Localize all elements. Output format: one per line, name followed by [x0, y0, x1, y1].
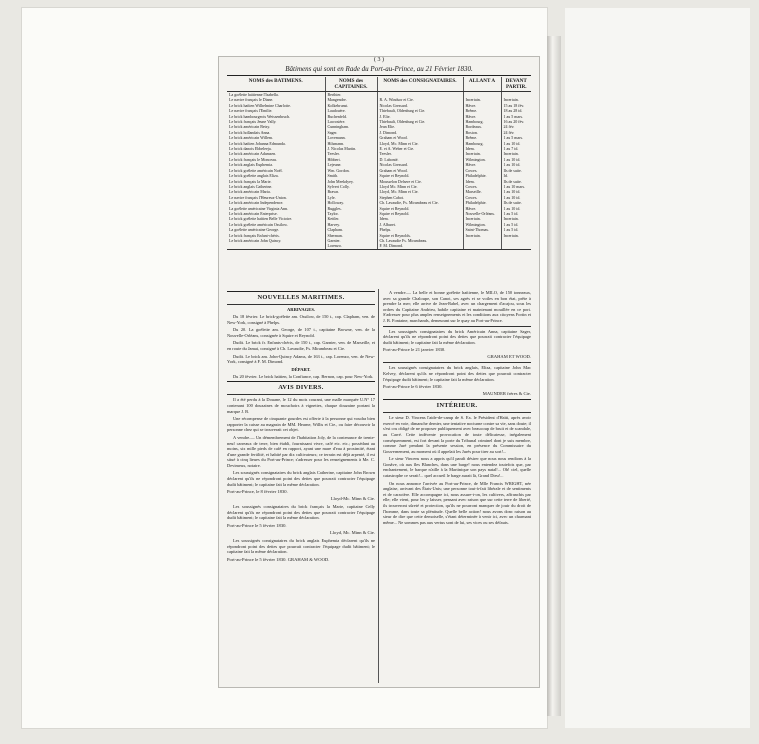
table-cell: 1 au 5 id. — [503, 227, 519, 233]
table-cell: Ils de suite. — [503, 200, 522, 206]
avis-paragraph: Une récompense de cinquante gourdes est offerte à la personne qui voudra bien rapporter la caisse au magasin de MM. Hearne, Willis et Cie., ou faire découvrir la personne chez qui se trouverait cet objet. — [227, 416, 375, 433]
table-cell: Teesler. — [377, 151, 463, 156]
table-cell: J. Dimond. — [377, 130, 463, 135]
table-cell: John Meekdyey. — [325, 179, 377, 184]
table-cell: Lloyd, Mc. Minn et Cie. — [377, 189, 463, 194]
table-cell: Smith. — [325, 173, 377, 178]
column-header: NOMS des CONSIGNATAIRES. — [377, 77, 463, 92]
table-cell: Squire et Reynold. — [377, 173, 463, 178]
table-heading: Bâtimens qui sont en Rade du Port-au-Prince, au 21 Février 1830. — [285, 65, 473, 73]
table-cell: Stephen Cabot. — [377, 195, 463, 200]
table-cell: Mousselon Delsere et Cie. — [377, 179, 463, 184]
notice-date: Port-au-Prince le 21 janvier 1830. — [383, 347, 446, 353]
table-cell: Cowes. — [463, 168, 501, 173]
table-cell: Le brick goélette américain Ossilow. — [227, 222, 325, 227]
table-cell: Hâvre. — [463, 103, 501, 108]
table-cell: Hibbert. — [325, 157, 377, 162]
table-cell: Holloway. — [325, 200, 377, 205]
table-cell: J. Elie. — [377, 114, 463, 119]
table-cell: Le brick américain Adamsen. — [227, 151, 325, 156]
table-cell: 1 au 10 id. — [503, 205, 521, 211]
table-cell: 1 au 7 id. — [503, 146, 519, 152]
table-cell: Le brick américain John Quincy. — [227, 238, 325, 243]
table-cell: Incertain. — [503, 216, 519, 222]
table-cell: Le brick américain Enterprise. — [227, 211, 325, 216]
rule — [383, 399, 531, 400]
table-cell: 1 au 5 id. — [503, 221, 519, 227]
table-cell: Incertain. — [463, 151, 501, 156]
columns — [227, 289, 531, 683]
table-cell: La goélette américaine Virginia Ann. — [227, 206, 325, 211]
arrivage-paragraph: Dudit. Le brick am. John-Quincy Adams, de 163 t., cap. Lorenzo, ven. de New-York, consigné à F. M. Dimond. — [227, 353, 375, 365]
rule — [383, 362, 531, 363]
arrivage-paragraph: Du 18 février. Le brick-goélette am. Ossilow, de 150 t., cap. Clapham, ven. de New-York, consigné à Phelps. — [227, 314, 375, 325]
table-cell: J. Albaret. — [377, 222, 463, 227]
binding-edge — [547, 36, 561, 716]
table-cell: Sherman. — [325, 233, 377, 238]
table-cell: Brême. — [463, 108, 501, 113]
interieur-title: INTÉRIEUR. — [436, 402, 478, 410]
table-cell: Berthier. — [325, 92, 377, 98]
table-cell: Ils de suite. — [503, 167, 522, 173]
table-cell: Idem. — [463, 146, 501, 151]
table-cell: Incertain. — [463, 216, 501, 221]
table-cell: Wilmington. — [463, 222, 501, 227]
table-cell: Le brick anglais Euphemia. — [227, 162, 325, 167]
table-cell: Saint-Thomas. — [463, 227, 501, 232]
table-cell: Teesler. — [325, 151, 377, 156]
table-cell: 1 au 10 id. — [503, 189, 521, 195]
table-cell: J. Nicolas Martin. — [325, 146, 377, 151]
table-cell: La goélette haïtienne l'Isabella. — [227, 92, 325, 98]
table-cell: 1 au 10 id. — [503, 156, 521, 162]
notice-paragraph: Les soussignés consignataires du brick Américain Anna, capitaine Sager, déclarent qu'ils ne répondront point des dettes que pourrait contracter l'équipage dudit bâtiment; le capitaine fait la même déclaration. — [383, 328, 531, 345]
table-cell: 15 au 18 fév. — [503, 102, 525, 108]
table-cell: Le brick goélette anglais Eliza. — [227, 173, 325, 178]
notice-signature: GRAHAM ET WOOD. — [487, 354, 531, 360]
rule — [227, 381, 375, 382]
table-cell: Thiebault, Oldenburg et Cie. — [377, 119, 463, 124]
table-cell: Bordeaux. — [463, 124, 501, 129]
left-column — [227, 289, 375, 683]
table-cell: E. et A. Weber et Cie. — [377, 146, 463, 151]
table-cell: Le navire français l'Emilie. — [227, 108, 325, 113]
table-cell: Ils de suite. — [503, 178, 522, 184]
table-cell: Le brick goélette haïtien Belle Victoire. — [227, 216, 325, 221]
interieur-paragraph: Le sieur D. Vincens l'aide-de-camp de S. Ex. le Président d'Haïti, après avoir exercé en voie, dimanche dernier, une tentative nocturne contre sa vie, sans doute; il s'est cru obligé de ne proposer publiquement avec beaucoup de bruit et de scandale, au Carré. Cette indécente provocation de toute délicatesse, inégalement conséquemment, est fort devant la porte du Tribunal criminel dont je suis membre, comme Juré pendant la présente session, en présence du Commissaire du Gouvernement, au moment où il appelait les Jurés pour tirer au sort!... — [383, 415, 531, 454]
table-cell: Cowes. — [463, 184, 501, 189]
arrivage-paragraph: Dudit. Le brick fr. Enfants-chéris, de 150 t., cap. Garnier, ven. de Marseille, et en route du Jamai, consigné à Ch. Lavaudie, Fs. Mirambeau et Cie. — [227, 340, 375, 351]
table-cell: Brawn. — [325, 189, 377, 194]
table-cell: Taylor. — [325, 211, 377, 216]
rule — [383, 326, 531, 327]
table-cell: Le brick américain Independence. — [227, 200, 325, 205]
table-cell: Squire et Reynolds. — [377, 233, 463, 238]
table-cell: Le brick haïtien Wilhelmine Charlotte. — [227, 103, 325, 108]
table-cell: Sager. — [325, 130, 377, 135]
table-cell: F. M. Dimond. — [377, 243, 463, 248]
table-cell: Boston. — [463, 130, 501, 135]
notice-signature: MAUNDER frères & Cie. — [482, 391, 531, 397]
depart-title: DÉPART. — [291, 366, 311, 372]
table-cell: Kettler. — [325, 216, 377, 221]
table-cell: Incertain. — [503, 232, 519, 238]
table-cell: Philadelphie. — [463, 173, 501, 178]
table-cell: Wilmington. — [463, 157, 501, 162]
rule — [227, 291, 375, 292]
table-cell: Clapham. — [325, 227, 377, 232]
table-cell: Le brick français Enfant-chéris. — [227, 233, 325, 238]
table-cell: Graham et Wood. — [377, 135, 463, 140]
vendre-paragraph: A vendre.— La belle et bonne goélette haïtienne, le MILO, de 150 tonneaux, avec sa grande Chaloupe, son Canot, ses agrès et se voiles en bon état, prête à prendre la mer; elle arrive de Jean-Rabel, avec un chargement d'acajou, sous les ordres du Capitaine Andrieu, habile capitaine et maintenant mouillée en ce port. S'adresser pour plus amples renseignements et les conditions aux citoyens Fortin et J. B. Fontaine, marchands, demeurant sur le quay au Port-au-Prince. — [383, 290, 531, 323]
table-cell: 1 au 10 id. — [503, 140, 521, 146]
table-cell: Cunningham. — [325, 124, 377, 129]
table-cell: Brême. — [463, 135, 501, 140]
table-cell: Ch. Lavaudie, Fs. Mirambeau et Cie. — [377, 200, 463, 205]
table-body — [227, 92, 531, 249]
nouvelles-title: NOUVELLES MARITIMES. — [257, 294, 345, 301]
table-cell: Le brick américain Betsy. — [227, 124, 325, 129]
table-cell: Nicolas Gressard. — [377, 162, 463, 167]
avis-title: AVIS DIVERS. — [278, 384, 324, 392]
table-cell: La goélette américaine George. — [227, 227, 325, 232]
table-cell: Nouvelle-Orléans. — [463, 211, 501, 216]
table-cell: Le brick hollandais Anna. — [227, 130, 325, 135]
table-cell: Squire et Reynold. — [377, 206, 463, 211]
table-cell: 1 au 5 mars. — [503, 113, 524, 119]
table-cell: R. A. Windsor et Cie. — [377, 97, 463, 102]
table-cell: Philadelphie. — [463, 200, 501, 205]
table-cell: Incertain. — [503, 97, 519, 103]
table-cell: 1 au 10 id. — [503, 194, 521, 200]
table-cell: Marseille. — [463, 189, 501, 194]
table-cell: Garnier. — [325, 238, 377, 243]
avis-date: Port-au-Prince le 5 février 1830. GRAHAM & WOOD. — [227, 556, 330, 562]
table-cell: Ch. Lavaudie Fs. Mirambeau. — [377, 238, 463, 243]
table-cell: Le brick français le Monceau. — [227, 157, 325, 162]
table-cell: Hâvre. — [463, 206, 501, 211]
rule — [383, 412, 531, 413]
notice-date: Port-au-Prince le 6 février 1830. — [383, 384, 443, 390]
depart-paragraph: Du 20 février. Le brick haïtien, la Confiance, cap. Bernon, cap. pour New-York. — [233, 373, 374, 379]
newspaper-page — [218, 56, 540, 688]
interieur-paragraph: On nous annonce l'arrivée au Port-au-Prince, de Mlle Francis WRIGHT, née anglaise, arrivant des États-Unis; une personne tout-à-fait libérale et de sentiments et de caractère. Elle accompagne ici, nous assure-t-on, les cultivers, affranchis par elle; elle vient, pour les y laisser, pensant avec raison que sur cette terre de liberté, ils trouveront sûreté et protection, qu'ils ne pourront manquer de jouir du droit de l'homme, dans toute sa plénitude. Quelle belle action! nous avons donc raison au sieur de dire que cette demoiselle, s'étant déterminée à venir ici, avec un charmant même... Ne sommes pas aux vertus sont de lui, ses vices ou ses défauts. — [383, 480, 531, 525]
table-cell: Lejeune. — [325, 162, 377, 167]
facing-page — [565, 8, 750, 728]
table-cell: Le brick américain Willem. — [227, 135, 325, 140]
avis-date: Port-au-Prince, le 8 février 1830. — [227, 489, 288, 495]
table-cell: Le brick français la Marie. — [227, 179, 325, 184]
arrivage-paragraph: Du 20. La goélette am. George, de 107 t., capitaine Browne, ven. de la Nouvelle-Orléans, consignée à Squire et Reynold. — [227, 327, 375, 338]
column-divider — [378, 289, 379, 683]
table-cell: 1 au 5 mars. — [503, 135, 524, 141]
table-cell: Nicolas Gressard. — [377, 103, 463, 108]
avis-paragraph: Les soussignés consignataires du brick anglais Catherine, capitaine John Brown déclarent qu'ils ne répondront point des dettes que pourrait contracter l'équipage dudit bâtiment; le capitaine fait la même déclaration. — [227, 470, 375, 487]
table-cell: Le navire français l'Heureux-Union. — [227, 195, 325, 200]
table-cell: Hâvre. — [463, 162, 501, 167]
table-cell: Id. — [503, 173, 508, 179]
table-cell: Lloyd, Mc. Minn et Cie. — [377, 141, 463, 146]
table-row — [227, 173, 531, 178]
table-cell: Incertain. — [503, 151, 519, 157]
table-cell: 1 au 10 mars. — [503, 183, 526, 189]
page-number: ( 3 ) — [374, 57, 384, 63]
table-cell: Phelps. — [377, 227, 463, 232]
interieur-paragraph: Le sieur Vincens nous a appris qu'il paraît désirer que nous nous rendions à la Gonâve, où aux îles Blanches, dans une barge! nous entendez toutefois que, par enchantement, le barque n'aille à la Martinique son pays natal!... Oh! ciel, quelle catastrophe ce serait!... quel accueil le barge aurait là, Grand Dieu!... — [383, 456, 531, 479]
rule — [227, 394, 375, 395]
table-row — [227, 227, 531, 232]
table-cell: Incertain. — [463, 233, 501, 238]
table-cell: Hambourg. — [463, 119, 501, 124]
table-cell: Jean Elie. — [377, 124, 463, 129]
table-cell: Hilsmann. — [325, 141, 377, 146]
table-cell: Cowes. — [463, 195, 501, 200]
avis-signature: Lloyd-Mc. Minn & Cie. — [330, 496, 375, 502]
table-cell: Lovemann. — [325, 135, 377, 140]
column-header: DEVANT PARTIR. — [501, 77, 531, 92]
table-cell: 1 au 5 id. — [503, 210, 519, 216]
table-cell: D. Labonté. — [377, 157, 463, 162]
table-header-row — [227, 77, 531, 92]
table-cell: Graham et Wood. — [377, 168, 463, 173]
avis-paragraph: Les soussignés consignataires du brick français la Marie, capitaine Celly déclarent qu'ils ne répondront point des dettes que pourrait contracter l'équipage dudit bâtiment; le capitaine fait la même déclaration. — [227, 504, 375, 521]
ships-table — [227, 77, 531, 249]
table-cell: Le brick goélette américain Noël. — [227, 168, 325, 173]
table-cell: Le brick danois Ebbeleeja. — [227, 146, 325, 151]
avis-paragraph: Il a été perdu à la Douane, le 12 du mois courant, une malle marquée U.N° 17 contenant 100 douzaines de mouchoirs à vignettes, chaque douzaine portant la marque J. B. — [227, 397, 375, 414]
table-cell: Ruggles. — [325, 206, 377, 211]
table-cell: Le brick américain Maria. — [227, 189, 325, 194]
rule — [227, 304, 375, 305]
avis-paragraph: A vendre.— Un démembrement de l'habitation Joly, de la contenance de trente-neuf carreaux de terre, bien établi, fournissant vivre, café etc. etc.; possédant au moins, six mille pieds de café en rapport, ayant une mare d'eau à proximité, étant d'une grande fertilité, et habité par dix cultivateurs; ce terrain est déjà arpenté, il est situé à cinq lieues du Port-au-Prince; s'adresser pour les renseignements à Me. C. Devimeux, notaire. — [227, 434, 375, 468]
table-cell: 24 fév. — [503, 129, 515, 135]
heading-rule — [227, 75, 531, 76]
table-cell: Hâvre. — [463, 114, 501, 119]
table-cell: Lyle. — [325, 195, 377, 200]
table-cell: 24 fév. — [503, 124, 515, 130]
table-cell: Lacrosière. — [325, 119, 377, 124]
column-header: NOMS des CAPITAINES. — [325, 77, 377, 92]
avis-signature: Lloyd, Mc. Minn & Cie. — [329, 530, 375, 536]
table-cell: Idem. — [377, 216, 463, 221]
table-cell: Sylvert Colly. — [325, 184, 377, 189]
table-cell: Buchenfeld. — [325, 114, 377, 119]
table-cell: 1 au 10 id. — [503, 162, 521, 168]
table-cell: Laudouére. — [325, 108, 377, 113]
column-header: NOMS des BATIMENS. — [227, 77, 325, 92]
table-cell: Lorenzo. — [325, 243, 377, 248]
table-cell: Le brick haïtien Johanna Edmunda. — [227, 141, 325, 146]
table-bottom-rule — [227, 249, 531, 250]
table-cell: Incertain. — [463, 97, 501, 102]
avis-date: Port-au-Prince le 5 février 1830. — [227, 523, 287, 529]
table-cell: Le brick français Jeune Vally. — [227, 119, 325, 124]
table-cell: Thiebault, Oldenburg et Cie. — [377, 108, 463, 113]
table-cell: Harvey. — [325, 222, 377, 227]
table-row — [227, 200, 531, 205]
arrivages-title: ARRIVAGES. — [286, 307, 316, 312]
column-header: ALLANT A — [463, 77, 501, 92]
table-cell: 18 au 28 id. — [503, 108, 523, 114]
table-cell: Le brick anglais Catherine. — [227, 184, 325, 189]
table-cell: Lloyd Mc. Minn et Cie. — [377, 184, 463, 189]
table-cell: Hambourg. — [463, 141, 501, 146]
notice-paragraph: Les soussignés consignataires du brick anglais, Eliza, capitaine John Mac Kelvey, déclarent qu'ils ne répondront point des dettes que pourrait contracter l'équipage dudit bâtiment; le capitaine fait la même déclaration. — [383, 365, 531, 382]
table-cell: 16 au 20 fév. — [503, 119, 525, 125]
table-cell: Kolkebrunst. — [325, 103, 377, 108]
table-cell: Wm. Gordon. — [325, 168, 377, 173]
table-cell: Le brick hambourgeois Weissenbruch. — [227, 114, 325, 119]
table-cell: Le navire français le Diane. — [227, 97, 325, 102]
avis-paragraph: Les soussignés consignataires du brick anglais Euphemia déclarent qu'ils ne répondront point des dettes que pourrait contracter l'équipage dudit bâtiment; le capitaine fait la même déclaration. — [227, 538, 375, 555]
right-column — [383, 289, 531, 683]
table-cell: Squire et Reynold. — [377, 211, 463, 216]
table-cell: Idem. — [463, 179, 501, 184]
table-cell: Mangendre. — [325, 97, 377, 102]
